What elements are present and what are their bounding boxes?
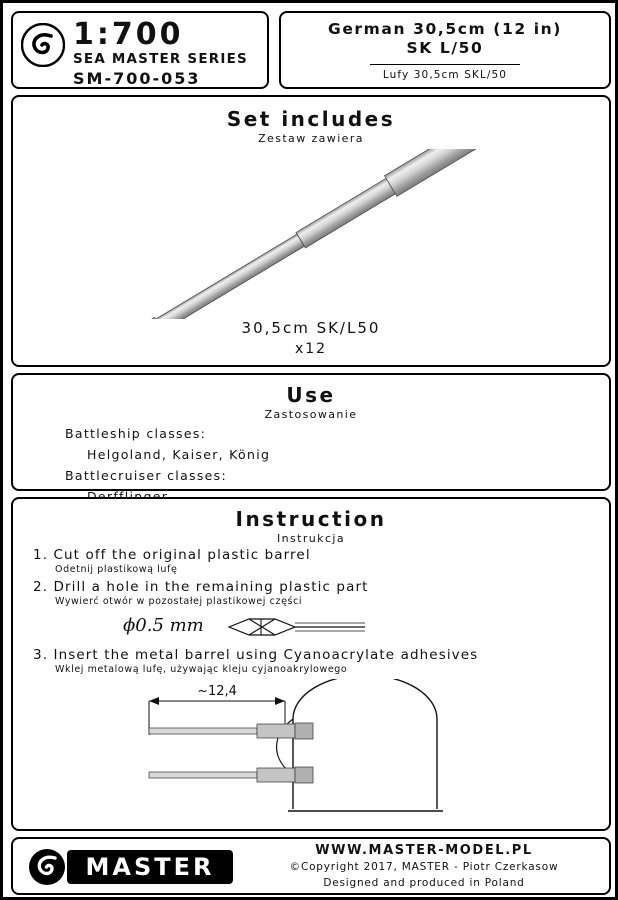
drill-bit-icon bbox=[223, 615, 373, 639]
product-title-line1: German 30,5cm (12 in) bbox=[328, 20, 562, 38]
step-2-number: 2. bbox=[33, 579, 49, 595]
instruction-title: Instruction bbox=[235, 507, 387, 531]
diagram-barrel-upper bbox=[149, 723, 313, 739]
instruction-step-1 bbox=[33, 547, 593, 575]
step-1-label-pl: Odetnij plastikową lufę bbox=[55, 564, 178, 575]
step-3-number: 3. bbox=[33, 647, 49, 663]
use-title: Use bbox=[286, 383, 336, 407]
scale-label: 1:700 bbox=[73, 17, 184, 52]
step-1-text-en bbox=[33, 547, 593, 563]
dimension-value: ~12,4 bbox=[197, 684, 237, 699]
step-1-number: 1. bbox=[33, 547, 49, 563]
footer-copyright: ©Copyright 2017, MASTER - Piotr Czerkasow bbox=[289, 861, 559, 873]
barrel-qty-label: x12 bbox=[294, 341, 328, 357]
step-2-label-en: Drill a hole in the remaining plastic part bbox=[53, 579, 369, 595]
assembly-diagram-svg bbox=[33, 679, 573, 819]
step-3-label-pl: Wklej metalową lufę, używając kleju cyjanoakrylowego bbox=[55, 664, 348, 675]
step-1-label-en: Cut off the original plastic barrel bbox=[53, 547, 311, 563]
diagram-barrel-lower bbox=[149, 767, 313, 783]
footer-panel bbox=[11, 837, 611, 895]
master-logo bbox=[27, 847, 237, 887]
drill-spec-row bbox=[33, 613, 593, 643]
instruction-step-3 bbox=[33, 647, 593, 675]
footer-brand-text: MASTER bbox=[85, 853, 215, 881]
series-label: SEA MASTER SERIES bbox=[73, 51, 248, 67]
use-line-0: Battleship classes: bbox=[65, 426, 207, 441]
barrel-svg bbox=[13, 149, 609, 319]
use-panel bbox=[11, 373, 611, 491]
footer-website[interactable]: WWW.MASTER-MODEL.PL bbox=[315, 843, 533, 858]
drill-size-label: ϕ0.5 mm bbox=[123, 615, 204, 636]
header-left-box bbox=[11, 11, 269, 89]
set-includes-title: Set includes bbox=[226, 107, 396, 131]
barrel-name-label: 30,5cm SK/L50 bbox=[241, 319, 381, 337]
set-number-label: SM-700-053 bbox=[73, 69, 201, 88]
step-3-label-en: Insert the metal barrel using Cyanoacrylate adhesives bbox=[53, 647, 479, 663]
use-subtitle: Zastosowanie bbox=[264, 408, 358, 421]
use-list bbox=[65, 423, 270, 507]
step-3-text-en bbox=[33, 647, 593, 663]
header-title-box bbox=[279, 11, 611, 89]
step-2-text-en bbox=[33, 579, 593, 595]
product-title-en bbox=[281, 20, 609, 58]
use-line-2: Battlecruiser classes: bbox=[65, 468, 227, 483]
footer-text-block bbox=[241, 843, 607, 891]
title-divider bbox=[370, 64, 520, 65]
master-swirl-icon bbox=[21, 23, 65, 67]
instruction-step-2 bbox=[33, 579, 593, 607]
set-includes-subtitle: Zestaw zawiera bbox=[258, 132, 364, 145]
instruction-subtitle: Instrukcja bbox=[277, 532, 345, 545]
set-includes-panel bbox=[11, 95, 611, 367]
footer-origin: Designed and produced in Poland bbox=[323, 877, 525, 889]
step-2-label-pl: Wywierć otwór w pozostałej plastikowej części bbox=[55, 596, 303, 607]
product-title-line2: SK L/50 bbox=[406, 39, 484, 57]
barrel-illustration bbox=[13, 149, 609, 319]
product-title-pl: Lufy 30,5cm SKL/50 bbox=[382, 69, 508, 81]
assembly-diagram bbox=[33, 679, 573, 819]
instruction-steps bbox=[33, 547, 593, 679]
instruction-panel bbox=[11, 497, 611, 831]
header bbox=[11, 11, 611, 89]
use-line-1: Helgoland, Kaiser, König bbox=[87, 447, 271, 462]
